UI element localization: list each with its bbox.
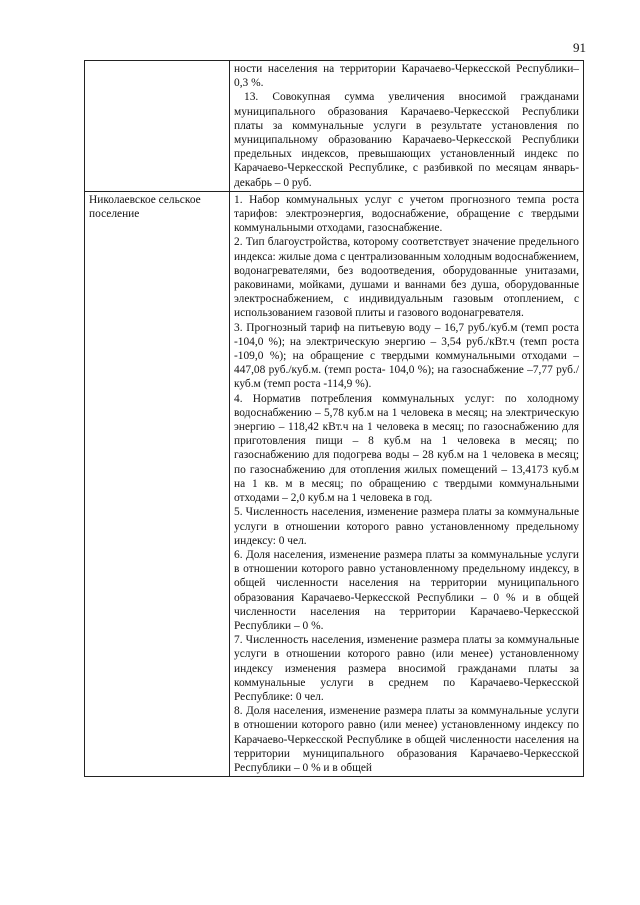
description-cell [230,191,584,776]
page-number: 91 [573,40,586,55]
paragraph: 13. Совокупная сумма увеличения вносимой гражданами муниципального образования Карачаево-Черкесской Республики платы за коммунальные услуги в результате установления по муниципальному образованию Карачаево-Черкесской Республики предельных индексов, превышающих установленный индекс по Карачаево-Черкесской Республике, с разбивкой по месяцам январь-декабрь – 0 руб. [234,91,579,189]
municipality-name-cell [85,61,230,192]
municipality-name-cell: Николаевское сельское поселение [85,191,230,776]
paragraph: 3. Прогнозный тариф на питьевую воду – 16,7 руб./куб.м (темп роста -104,0 %); на электрическую энергию – 3,54 руб./кВт.ч (темп роста -109,0 %); на обращение с твердыми коммунальными отходами – 447,08 руб./куб.м. (темп роста- 104,0 %); на газоснабжение –7,77 руб./куб.м (темп роста -114,9 %). [234,321,579,391]
paragraph: 4. Норматив потребления коммунальных услуг: по холодному водоснабжению – 5,78 куб.м на 1 человека в месяц; на электрическую энергию – 118,42 кВт.ч на 1 человека в месяц; по газоснабжению для приготовления пищи – 8 куб.м на 1 человека в месяц; по газоснабжению для подогрева воды – 28 куб.м на 1 человека в месяц; по газоснабжению для отопления жилых помещений – 13,4173 куб.м на 1 кв. м в месяц; по обращению с твердыми коммунальными отходами – 2,0 куб.м на 1 человека в год. [234,392,579,505]
paragraph: 6. Доля населения, изменение размера платы за коммунальные услуги в отношении которого равно установленному предельному индексу, в общей численности населения на территории муниципального образования Карачаево-Черкесской Республики – 0 % и в общей численности населения на территории Карачаево-Черкесской Республики – 0 %. [234,548,579,632]
paragraph: 7. Численность населения, изменение размера платы за коммунальные услуги в отношении которого равно (или менее) установленному индексу изменения размера вносимой гражданами платы за коммунальные услуги в среднем по Карачаево-Черкесской Республике: 0 чел. [234,634,579,703]
paragraph: 1. Набор коммунальных услуг с учетом прогнозного темпа роста тарифов: электроэнергия, водоснабжение, обращение с твердыми коммунальными отходами, газоснабжение. [234,193,579,235]
paragraph: 8. Доля населения, изменение размера платы за коммунальные услуги в отношении которого равно (или менее) установленному индексу по Карачаево-Черкесской Республике в общей численности населения на территории муниципального образования Карачаево-Черкесской Республики – 0 % и в общей [234,705,579,774]
description-cell [230,61,584,192]
paragraph: 2. Тип благоустройства, которому соответствует значение предельного индекса: жилые дома с централизованным холодным водоснабжением, водонагревателями, без водоотведения, оборудованные унитазами, раковинами, мойками, душами и ваннами без душа, оборудованные электроснабжением, с индивидуальным газовым отоплением, с использованием газовой плиты и газового водонагревателя. [234,236,579,320]
document-table [84,60,584,777]
paragraph: ности населения на территории Карачаево-Черкесской Республики– 0,3 %. [234,63,579,90]
table-row [85,61,584,192]
paragraph: 5. Численность населения, изменение размера платы за коммунальные услуги в отношении которого равно установленному предельному индексу: 0 чел. [234,506,579,547]
table-row [85,191,584,776]
